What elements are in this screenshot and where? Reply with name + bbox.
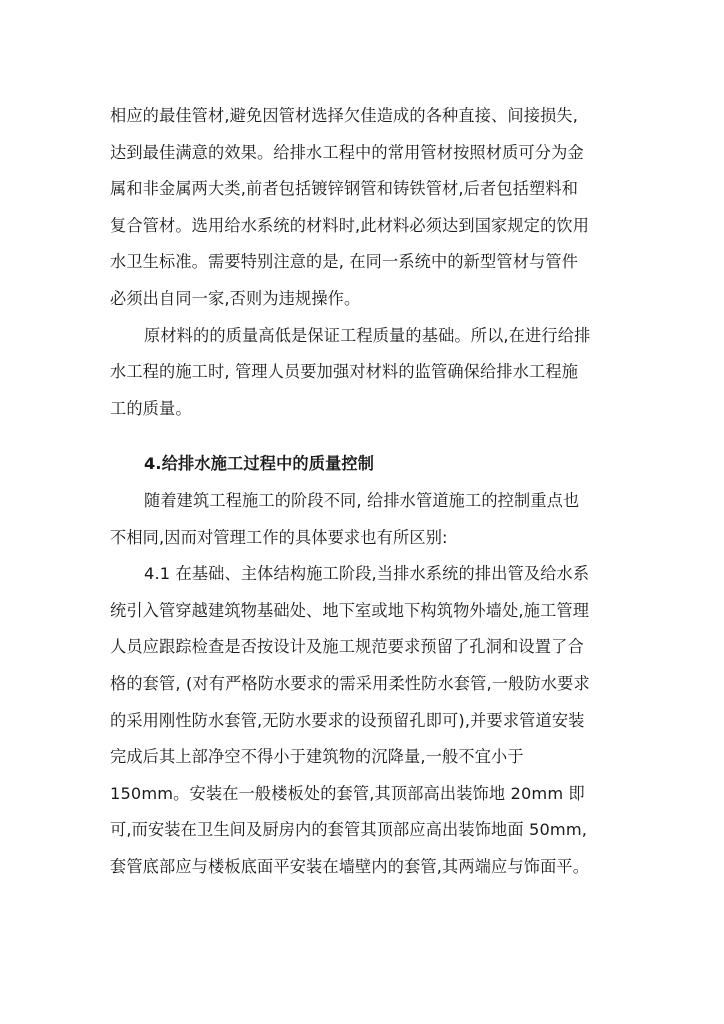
section-spacer <box>110 427 620 446</box>
text-line: 格的套管, (对有严格防水要求的需采用柔性防水套管,一般防水要求 <box>110 673 590 693</box>
section-heading: 4.给排水施工过程中的质量控制 <box>144 454 375 474</box>
text-line: 属和非金属两大类,前者包括镀锌钢管和铸铁管材,后者包括塑料和 <box>110 179 579 199</box>
text-line: 原材料的的质量高低是保证工程质量的基础。所以,在进行给排 <box>144 325 591 345</box>
text-line: 随着建筑工程施工的阶段不同, 给排水管道施工的控制重点也 <box>144 490 580 510</box>
text-line: 的采用刚性防水套管,无防水要求的设预留孔即可),并要求管道安装 <box>110 710 585 730</box>
text-line: 复合管材。选用给水系统的材料时,此材料必须达到国家规定的饮用 <box>110 215 590 235</box>
text-line: 套管底部应与楼板底面平安装在墙壁内的套管,其两端应与饰面平。 <box>110 856 590 876</box>
paragraph-material-quality <box>110 318 620 428</box>
text-line: 150mm。安装在一般楼板处的套管,其顶部高出装饰地 20mm 即 <box>110 783 585 803</box>
text-line: 水工程的施工时, 管理人员要加强对材料的监管确保给排水工程施 <box>110 362 579 382</box>
document-body <box>110 98 620 885</box>
paragraph-4-1-sleeves <box>110 556 620 885</box>
text-line: 相应的最佳管材,避免因管材选择欠佳造成的各种直接、间接损失, <box>110 106 579 125</box>
text-line: 达到最佳满意的效果。给排水工程中的常用管材按照材质可分为金 <box>110 142 584 162</box>
text-line: 人员应跟踪检查是否按设计及施工规范要求预留了孔洞和设置了合 <box>110 637 584 657</box>
text-line: 不相同,因而对管理工作的具体要求也有所区别: <box>110 527 448 547</box>
text-line: 统引入管穿越建筑物基础处、地下室或地下构筑物外墙处,施工管理 <box>110 600 590 620</box>
text-line: 工的质量。 <box>110 398 192 418</box>
text-line: 完成后其上部净空不得小于建筑物的沉降量,一般不宜小于 <box>110 747 524 767</box>
paragraph-construction-stages <box>110 483 620 556</box>
text-line: 水卫生标准。需要特别注意的是, 在同一系统中的新型管材与管件 <box>110 252 579 272</box>
text-line: 可,而安装在卫生间及厨房内的套管其顶部应高出装饰地面 50mm, <box>110 820 588 840</box>
text-line: 必须出自同一家,否则为违规操作。 <box>110 288 361 308</box>
text-line: 4.1 在基础、主体结构施工阶段,当排水系统的排出管及给水系 <box>144 564 590 584</box>
paragraph-material-selection <box>110 98 620 318</box>
